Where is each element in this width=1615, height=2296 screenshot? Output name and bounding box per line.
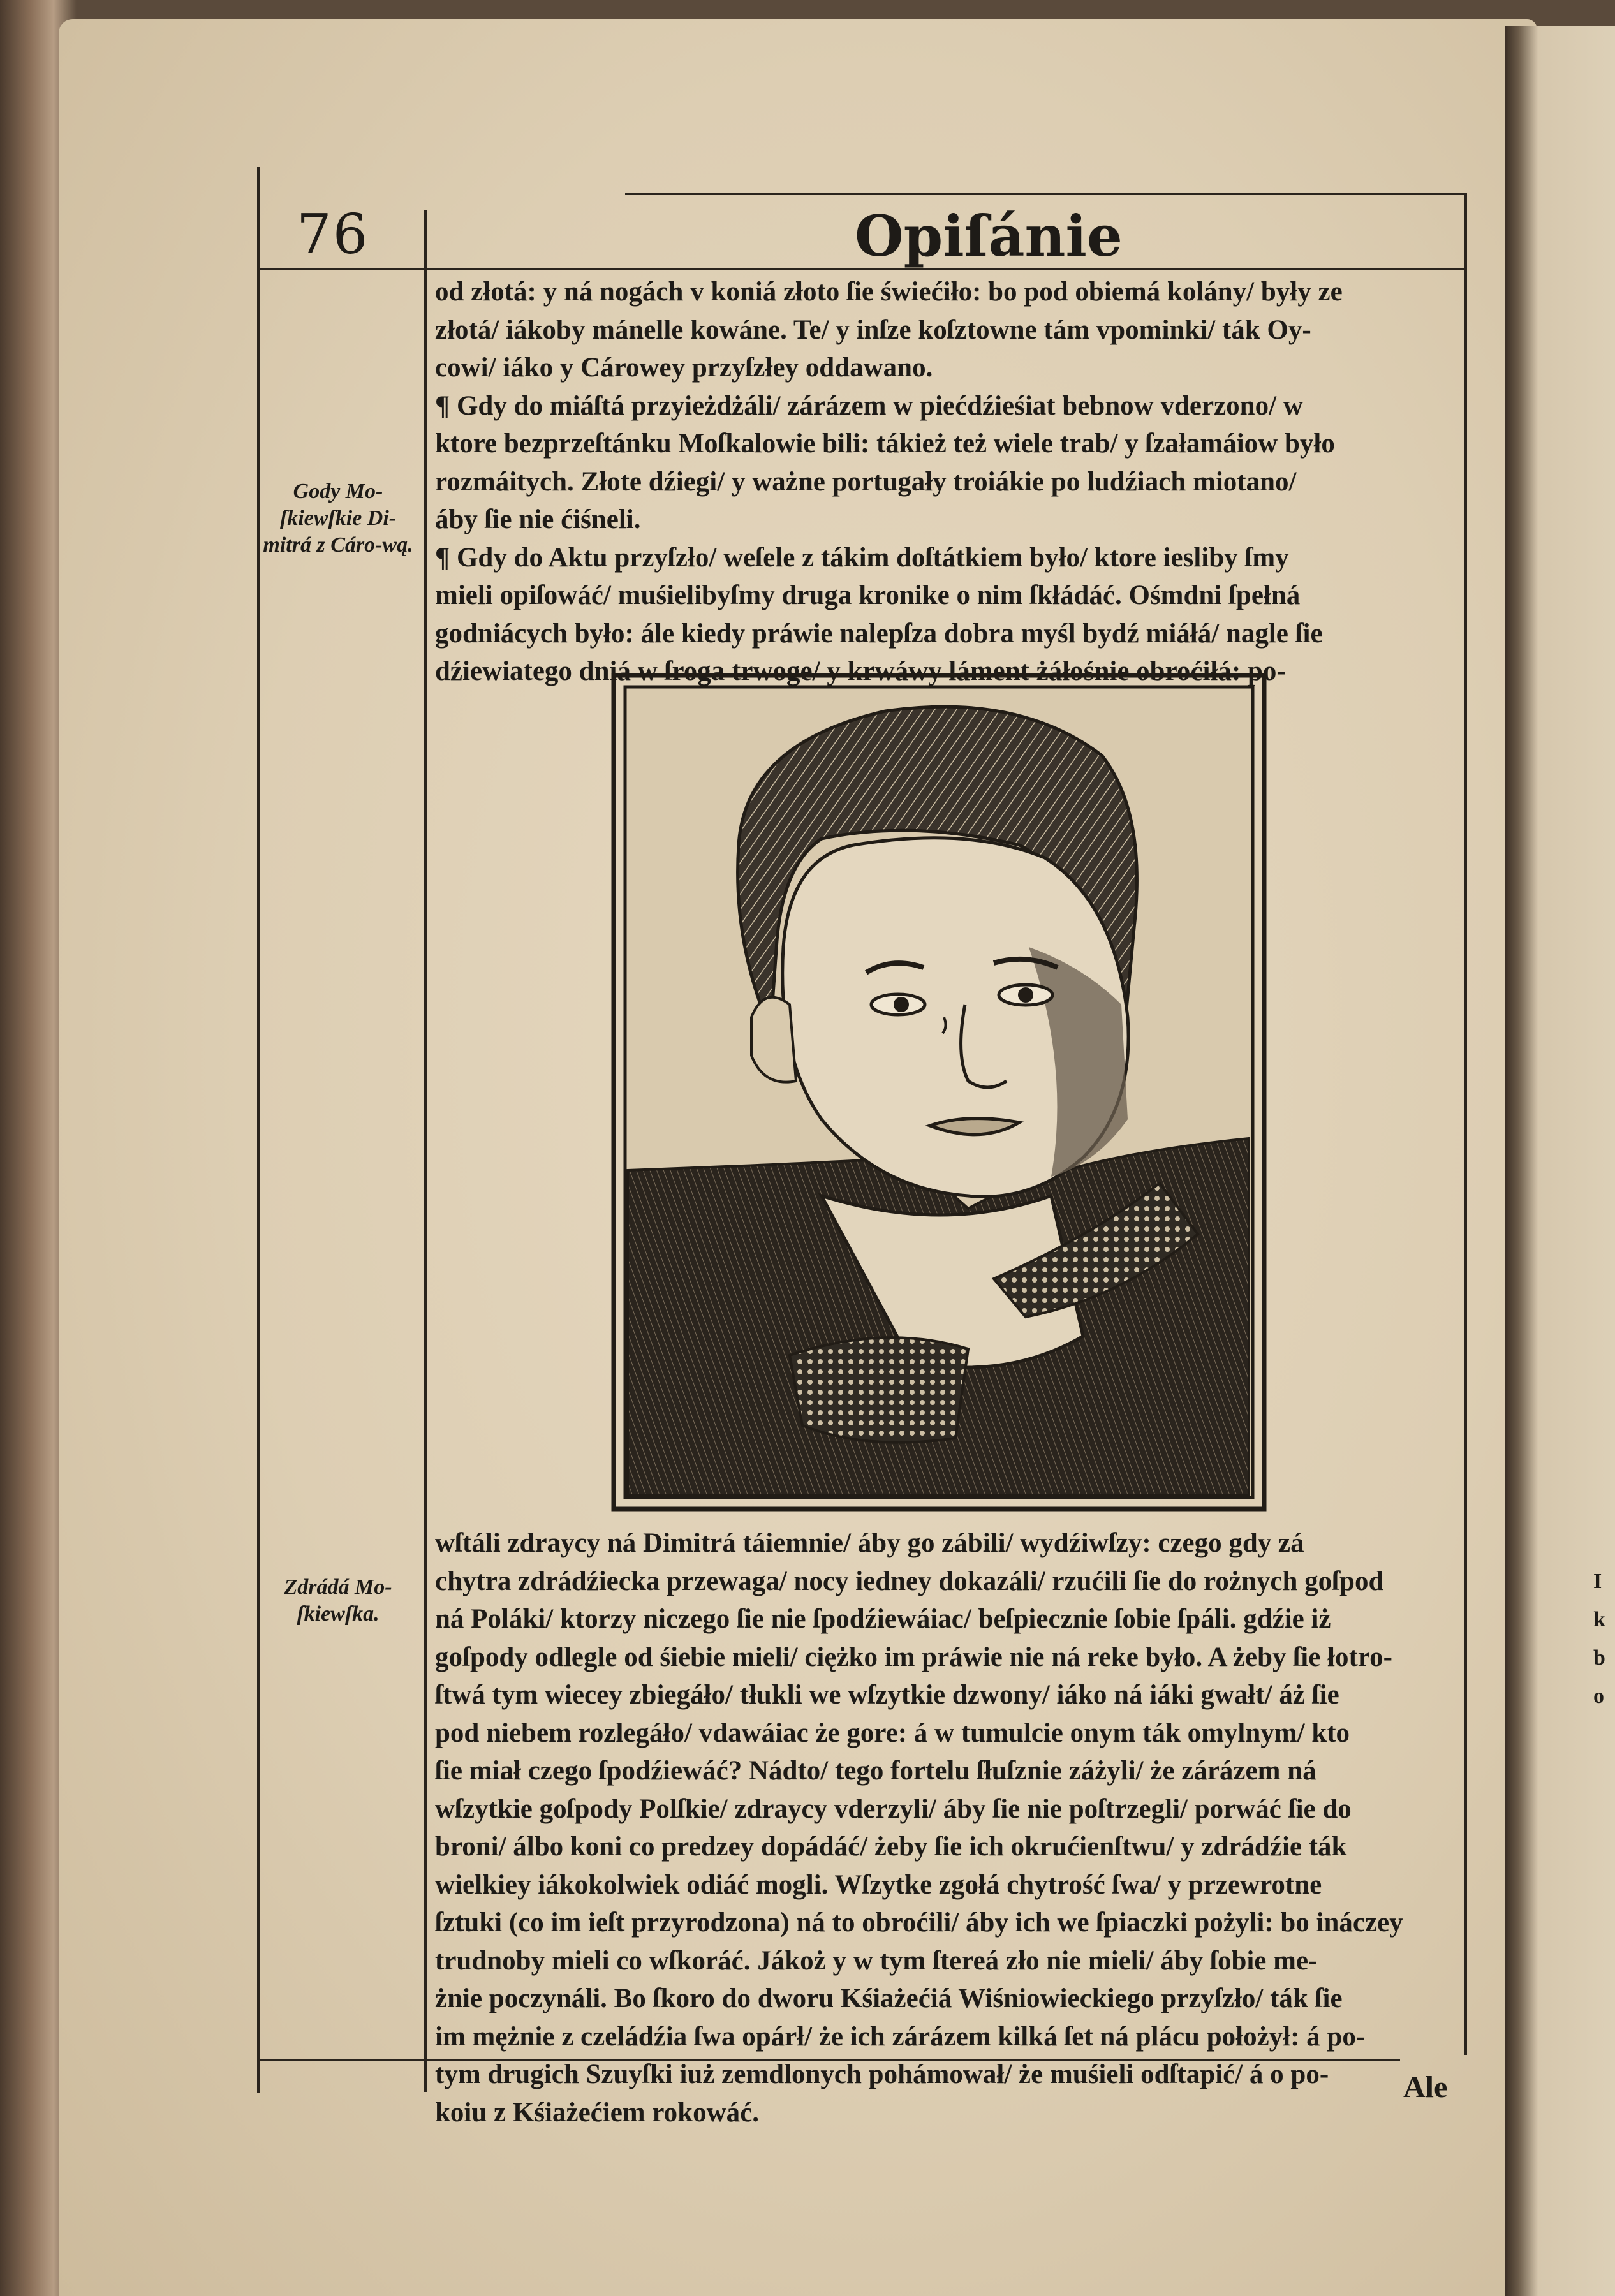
text-line: od złotá: y ná nogách v koniá złoto ſie świećiło: bo pod obiemá kolány/ były ze [435,277,1343,307]
left-column-rule [257,167,260,2093]
text-line: ktore bezprzeſtánku Moſkalowie bili: tákież też wiele trab/ y ſzałamáiow było [435,429,1335,459]
text-line: tym drugich Szuyſki iuż zemdlonych pohámował/ że muśieli odſtapić/ á o po- [435,2059,1329,2089]
book-gutter-right [1505,26,1615,2296]
text-line: wſzytkie goſpody Polſkie/ zdraycy vderzyli/ áby ſie nie poſtrzegli/ porwáć ſie do [435,1793,1352,1824]
text-line: ſztuki (co im ieſt przyrodzona) ná to obroćili/ áby ich we ſpiaczki pożyli: bo ináczey [435,1908,1403,1938]
header-rule-top [625,193,1467,195]
woodcut-portrait [611,673,1267,1512]
text-line: godniácych było: ále kiedy práwie nalepſza dobra myśl bydź miáłá/ nagle ſie [435,618,1323,649]
text-line: im mężnie z czeládźia ſwa opárł/ że ich zárázem kilká ſet ná plácu położył: á po- [435,2021,1366,2052]
text-line: broni/ álbo koni co predzey dopádáć/ żeby ſie ich okrućienſtwu/ y zdrádźie ták [435,1832,1347,1862]
text-line: wſtáli zdraycy ná Dimitrá táiemnie/ áby go zábili/ wydźiwſzy: czego gdy zá [435,1528,1304,1558]
text-line: pod niebem rozlegáło/ vdawáiac że gore: á w tumulcie onym ták omylnym/ kto [435,1718,1350,1748]
text-line: dźiewiatego dniá w ſroga trwoge/ y krwáwy láment żáłośnie obroćiłá: po- [435,656,1286,686]
text-line: wielkiey iákokolwiek odiáć mogli. Wſzytke zgołá chytrość ſwa/ y przewrotne [435,1869,1322,1900]
text-line: trudnoby mieli co wſkoráć. Jákoż y w tym ſtereá zło nie mieli/ áby ſobie me- [435,1945,1318,1976]
text-line: ná Poláki/ ktorzy niczego ſie nie ſpodźiewáiac/ beſpiecznie ſobie ſpáli. gdźie iż [435,1604,1331,1634]
text-line: ſtwá tym wiecey zbiegáło/ tłukli we wſzytkie dzwony/ iáko ná iáki gwałt/ áż ſie [435,1680,1339,1710]
text-line: ¶ Gdy do miáſtá przyieżdżáli/ zárázem w piećdźieśiat bebnow vderzono/ w [435,390,1303,421]
text-line: rozmáitych. Złote dźiegi/ y ważne portugały troiákie po ludźiach miotano/ [435,466,1297,497]
margin-note-gody: Gody Mo-ſkiewſkie Di-mitrá z Cáro-wą. [263,480,413,557]
text-line: chytra zdrádźiecka przewaga/ nocy iedney dokazáli/ rzućili ſie do rożnych goſpod [435,1566,1384,1596]
text-line: cowi/ iáko y Cárowey przyſzłey oddawano. [435,353,933,383]
text-line: áby ſie nie ćiśneli. [435,504,641,534]
margin-note-zdrada: Zdrádá Mo-ſkiewſka. [284,1575,392,1626]
text-block-top [435,273,1453,691]
page-number: 76 [297,203,369,267]
running-title: Opiſánie [855,203,1123,269]
text-line: mieli opiſowáć/ muśielibyſmy druga kronike o nim ſkłádáć. Ośmdni ſpełná [435,580,1301,610]
text-line: koiu z Kśiażećiem rokowáć. [435,2097,759,2128]
text-line: złotá/ iákoby mánelle kowáne. Te/ y inſze koſztowne tám vpominki/ ták Oy- [435,314,1311,345]
gutter-column-rule [424,210,427,2092]
text-line: ſie miał czego ſpodźiewáć? Nádto/ tego fortelu ſłuſznie záżyli/ że zárázem ná [435,1756,1316,1786]
facing-page-letter: I [1593,1570,1602,1593]
facing-page-letter: b [1593,1646,1605,1670]
text-block-bottom [435,1524,1453,2131]
text-line: ¶ Gdy do Aktu przyſzło/ weſele z tákim doſtátkiem było/ ktore iesliby ſmy [435,542,1289,573]
facing-page-letter: o [1593,1684,1604,1708]
right-column-rule [1464,193,1467,2055]
facing-page-letter: k [1593,1608,1605,1631]
text-line: żnie poczynáli. Bo ſkoro do dworu Kśiażećiá Wiśniowieckiego przyſzło/ ták ſie [435,1983,1343,2013]
text-line: goſpody odlegle od śiebie mieli/ ciężko im práwie nie ná reke było. A żeby ſie łotro- [435,1642,1392,1672]
catchword: Ale [1403,2070,1448,2104]
